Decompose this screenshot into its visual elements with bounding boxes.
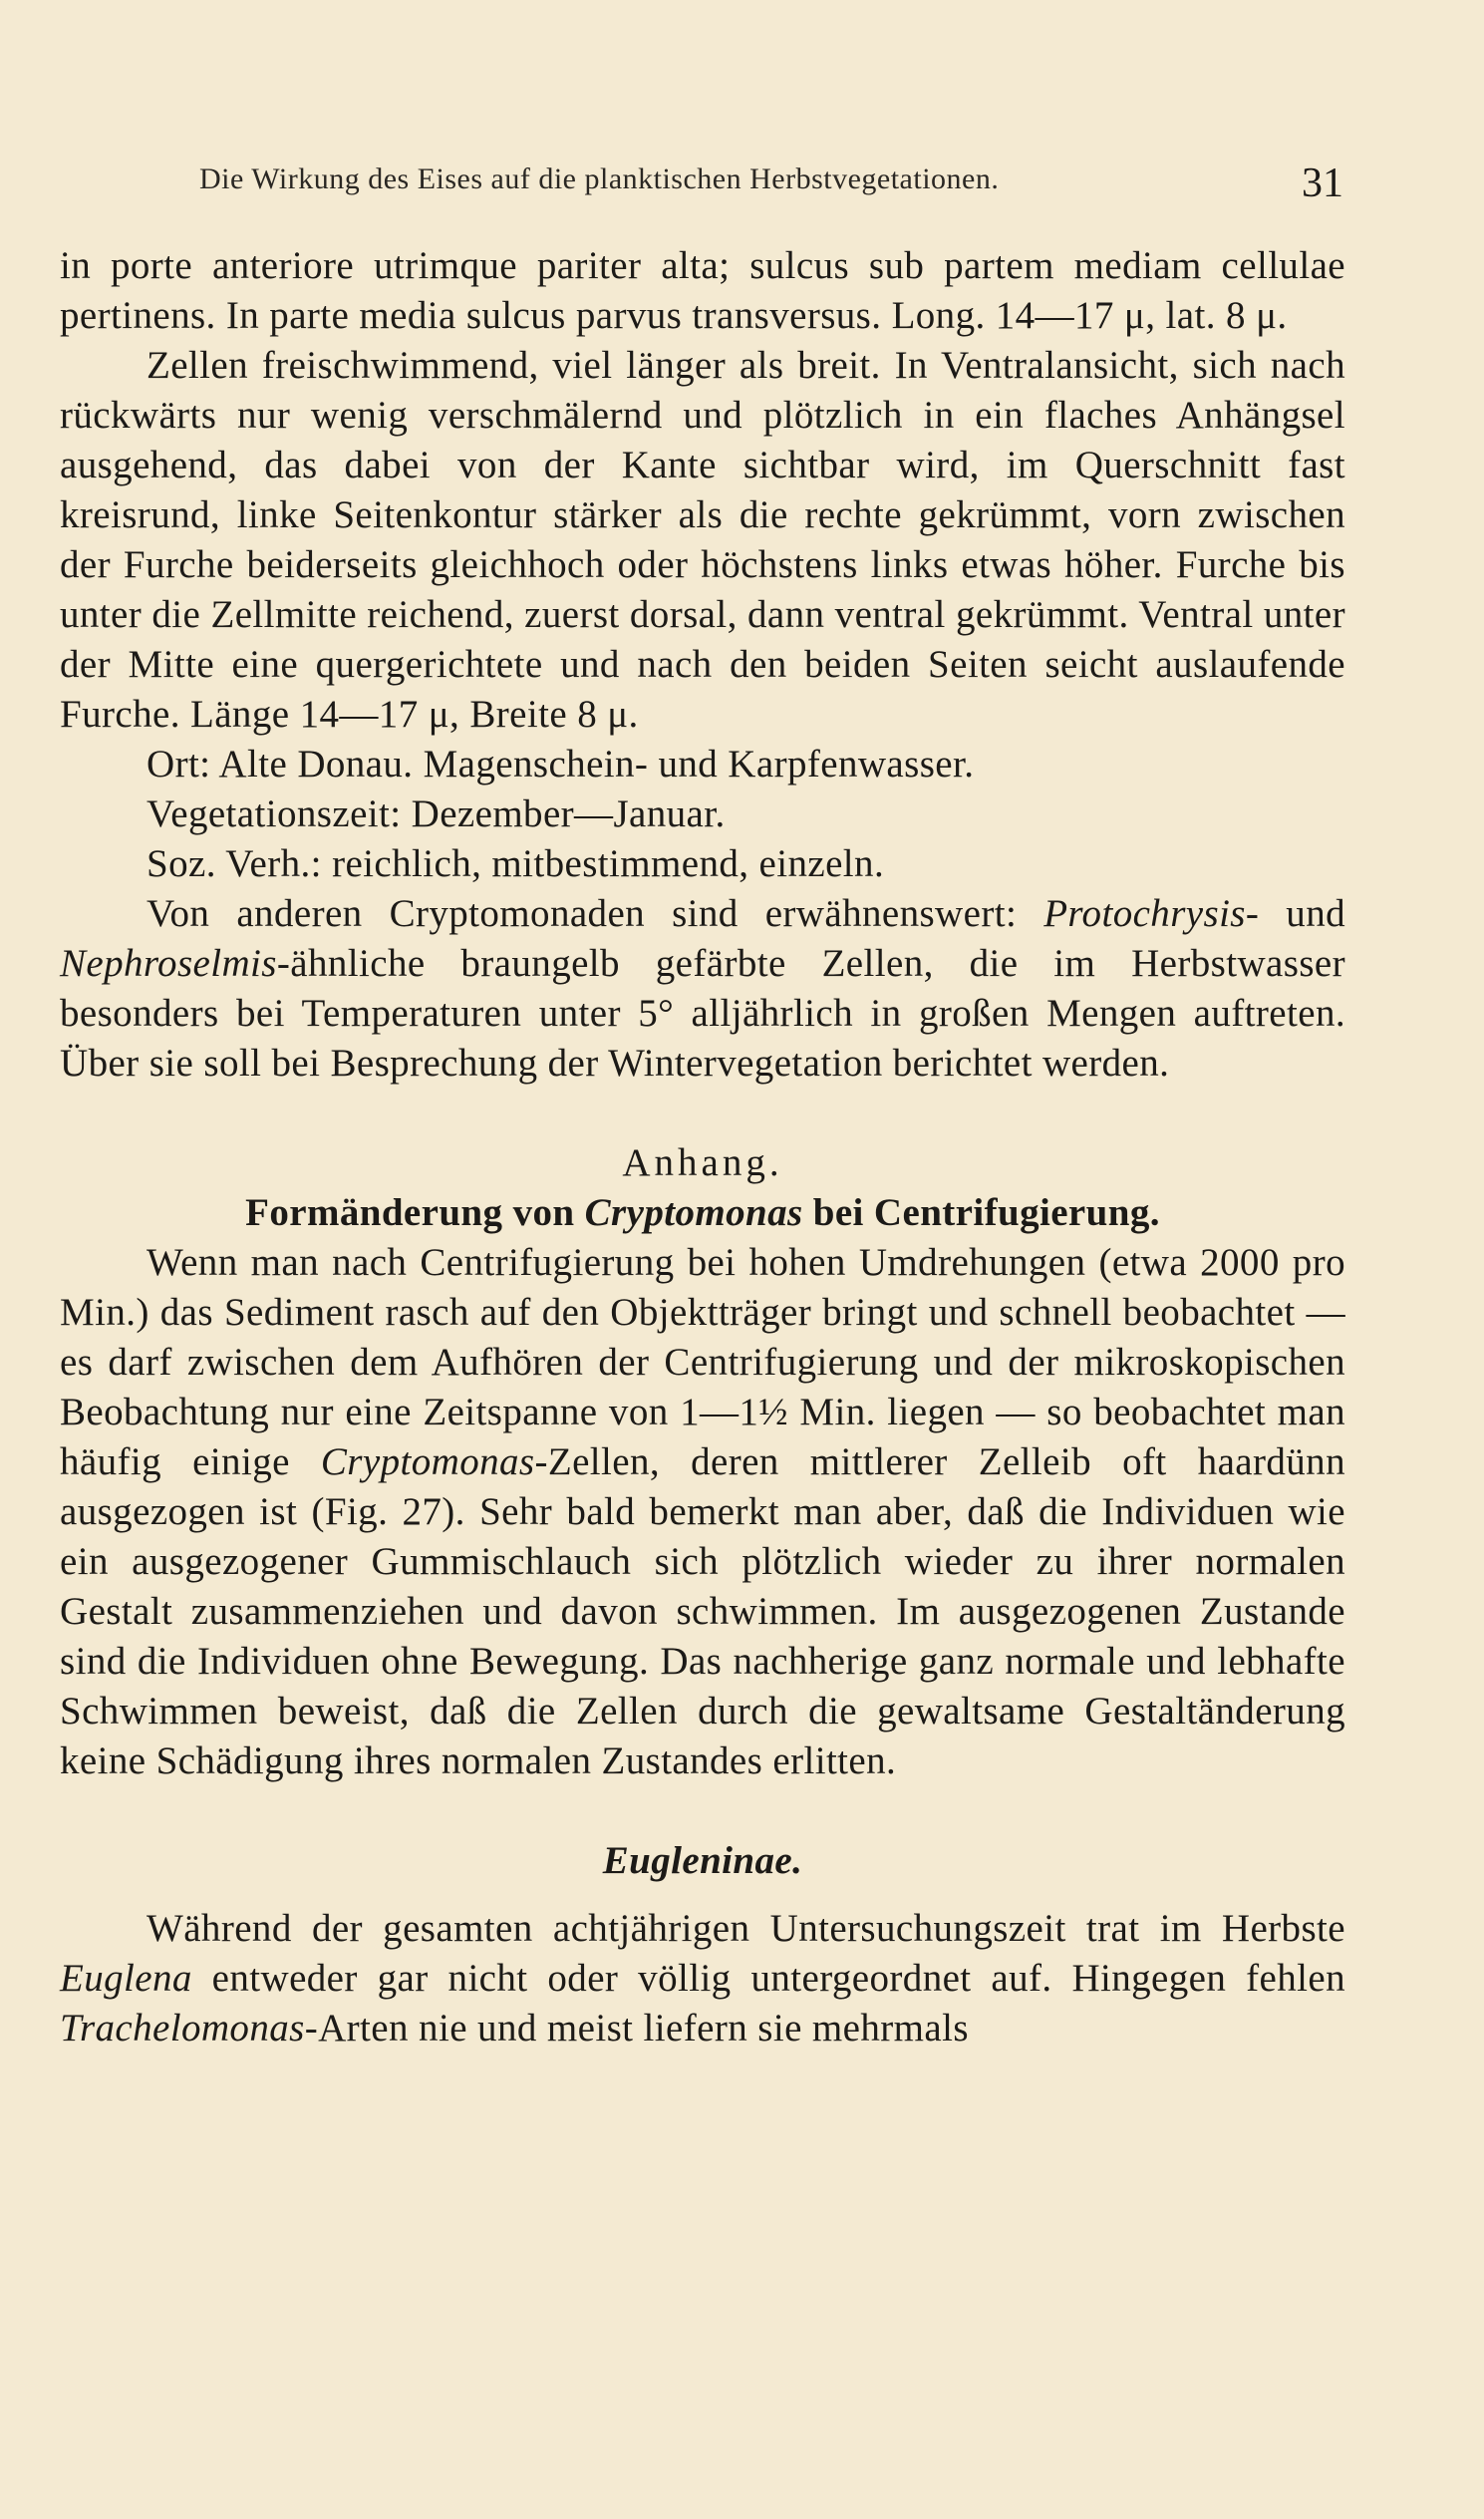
paragraph-sociology: Soz. Verh.: reichlich, mitbestimmend, einzeln. [147, 842, 885, 885]
spacer [60, 1089, 1345, 1138]
paragraph-description: Zellen freischwimmend, viel länger als breit. In Ventralansicht, sich nach rückwärts nur wenig verschmälernd und plötzlich in ein flaches Anhängsel ausgehend, das dabei von der Kante sichtbar wird, im Querschnitt fast kreisrund, linke Seitenkontur stärker als die rechte gekrümmt, vorn zwischen der Furche beiderseits gleichhoch oder höchstens links etwas höher. Furche bis unter die Zellmitte reichend, zuerst dorsal, dann ventral gekrümmt. Ventral unter der Mitte eine quergerichtete und nach den beiden Seiten seicht auslaufende Furche. Länge 14—17 μ, Breite 8 μ. [60, 344, 1345, 736]
paragraph-other-cryptomonads [60, 889, 1345, 1089]
taxon-name: Nephroselmis [60, 942, 277, 985]
paragraph-locality: Ort: Alte Donau. Magenschein- und Karpfenwasser. [147, 743, 975, 786]
text-run: und [1259, 892, 1345, 935]
text-run: Von anderen Cryptomonaden sind erwähnenswert: [147, 892, 1044, 935]
spacer [60, 1886, 1345, 1904]
running-title: Die Wirkung des Eises auf die planktischen Herbstvegetationen. [199, 162, 1000, 195]
text-run: entweder gar nicht oder völlig untergeordnet auf. Hingegen fehlen [191, 1957, 1345, 2000]
main-text [60, 241, 1345, 2053]
section-heading-eugleninae: Eugleninae. [602, 1839, 803, 1882]
paragraph-euglena [60, 1904, 1345, 2053]
taxon-name: Euglena [60, 1957, 192, 2000]
text-run: Während der gesamten achtjährigen Untersuchungszeit trat im Herbste [147, 1907, 1345, 1950]
appendix-subheading [60, 1188, 1345, 1238]
paragraph-centrifuge [60, 1238, 1345, 1786]
taxon-name: Cryptomonas [320, 1440, 535, 1483]
text-run: -ähnliche braungelb gefärbte Zellen, die im Herbstwasser besonders bei Temperaturen unter 5° alljährlich in großen Mengen auftreten. Über sie soll bei Besprechung der Wintervegetation berichtet werden. [60, 942, 1345, 1085]
text-run: -Arten nie und meist liefern sie mehrmals [304, 2007, 969, 2049]
text-run: -Zellen, deren mittlerer Zelleib oft haardünn ausgezogen ist (Fig. 27). Sehr bald bemerkt man aber, daß die Individuen wie ein ausgezogener Gummischlauch sich plötzlich wieder zu ihrer normalen Gestalt zusammenziehen und davon schwimmen. Im ausgezogenen Zustande sind die Individuen ohne Bewegung. Das nachherige ganz normale und lebhafte Schwimmen beweist, daß die Zellen durch die gewaltsame Gestaltänderung keine Schädigung ihres normalen Zustandes erlitten. [60, 1440, 1345, 1782]
taxon-name: Trachelomonas [60, 2007, 305, 2049]
paragraph-season: Vegetationszeit: Dezember—Januar. [147, 792, 726, 835]
taxon-name: Cryptomonas [584, 1191, 803, 1234]
text-run: Wenn man nach Centrifugierung bei hohen Umdrehungen (etwa 2000 pro Min.) das Sediment rasch auf den Objektträger bringt und schnell beobachtet — es darf zwischen dem Aufhören der Centrifugierung und der mikroskopischen Beobachtung nur eine Zeitspanne von 1—1½ Min. liegen — so beobachtet man häufig einige [60, 1241, 1345, 1483]
text-run: bei Centrifugierung. [802, 1191, 1160, 1234]
page-number: 31 [1302, 160, 1343, 206]
appendix-heading: Anhang. [622, 1141, 783, 1184]
taxon-name: Protochrysis- [1043, 892, 1260, 935]
text-run: Formänderung von [245, 1191, 585, 1234]
spacer [60, 1786, 1345, 1836]
paragraph-latin-diagnosis: in porte anteriore utrimque pariter alta; sulcus sub partem mediam cellulae pertinens. In parte media sulcus parvus transversus. Long. 14—17 μ, lat. 8 μ. [60, 244, 1345, 337]
